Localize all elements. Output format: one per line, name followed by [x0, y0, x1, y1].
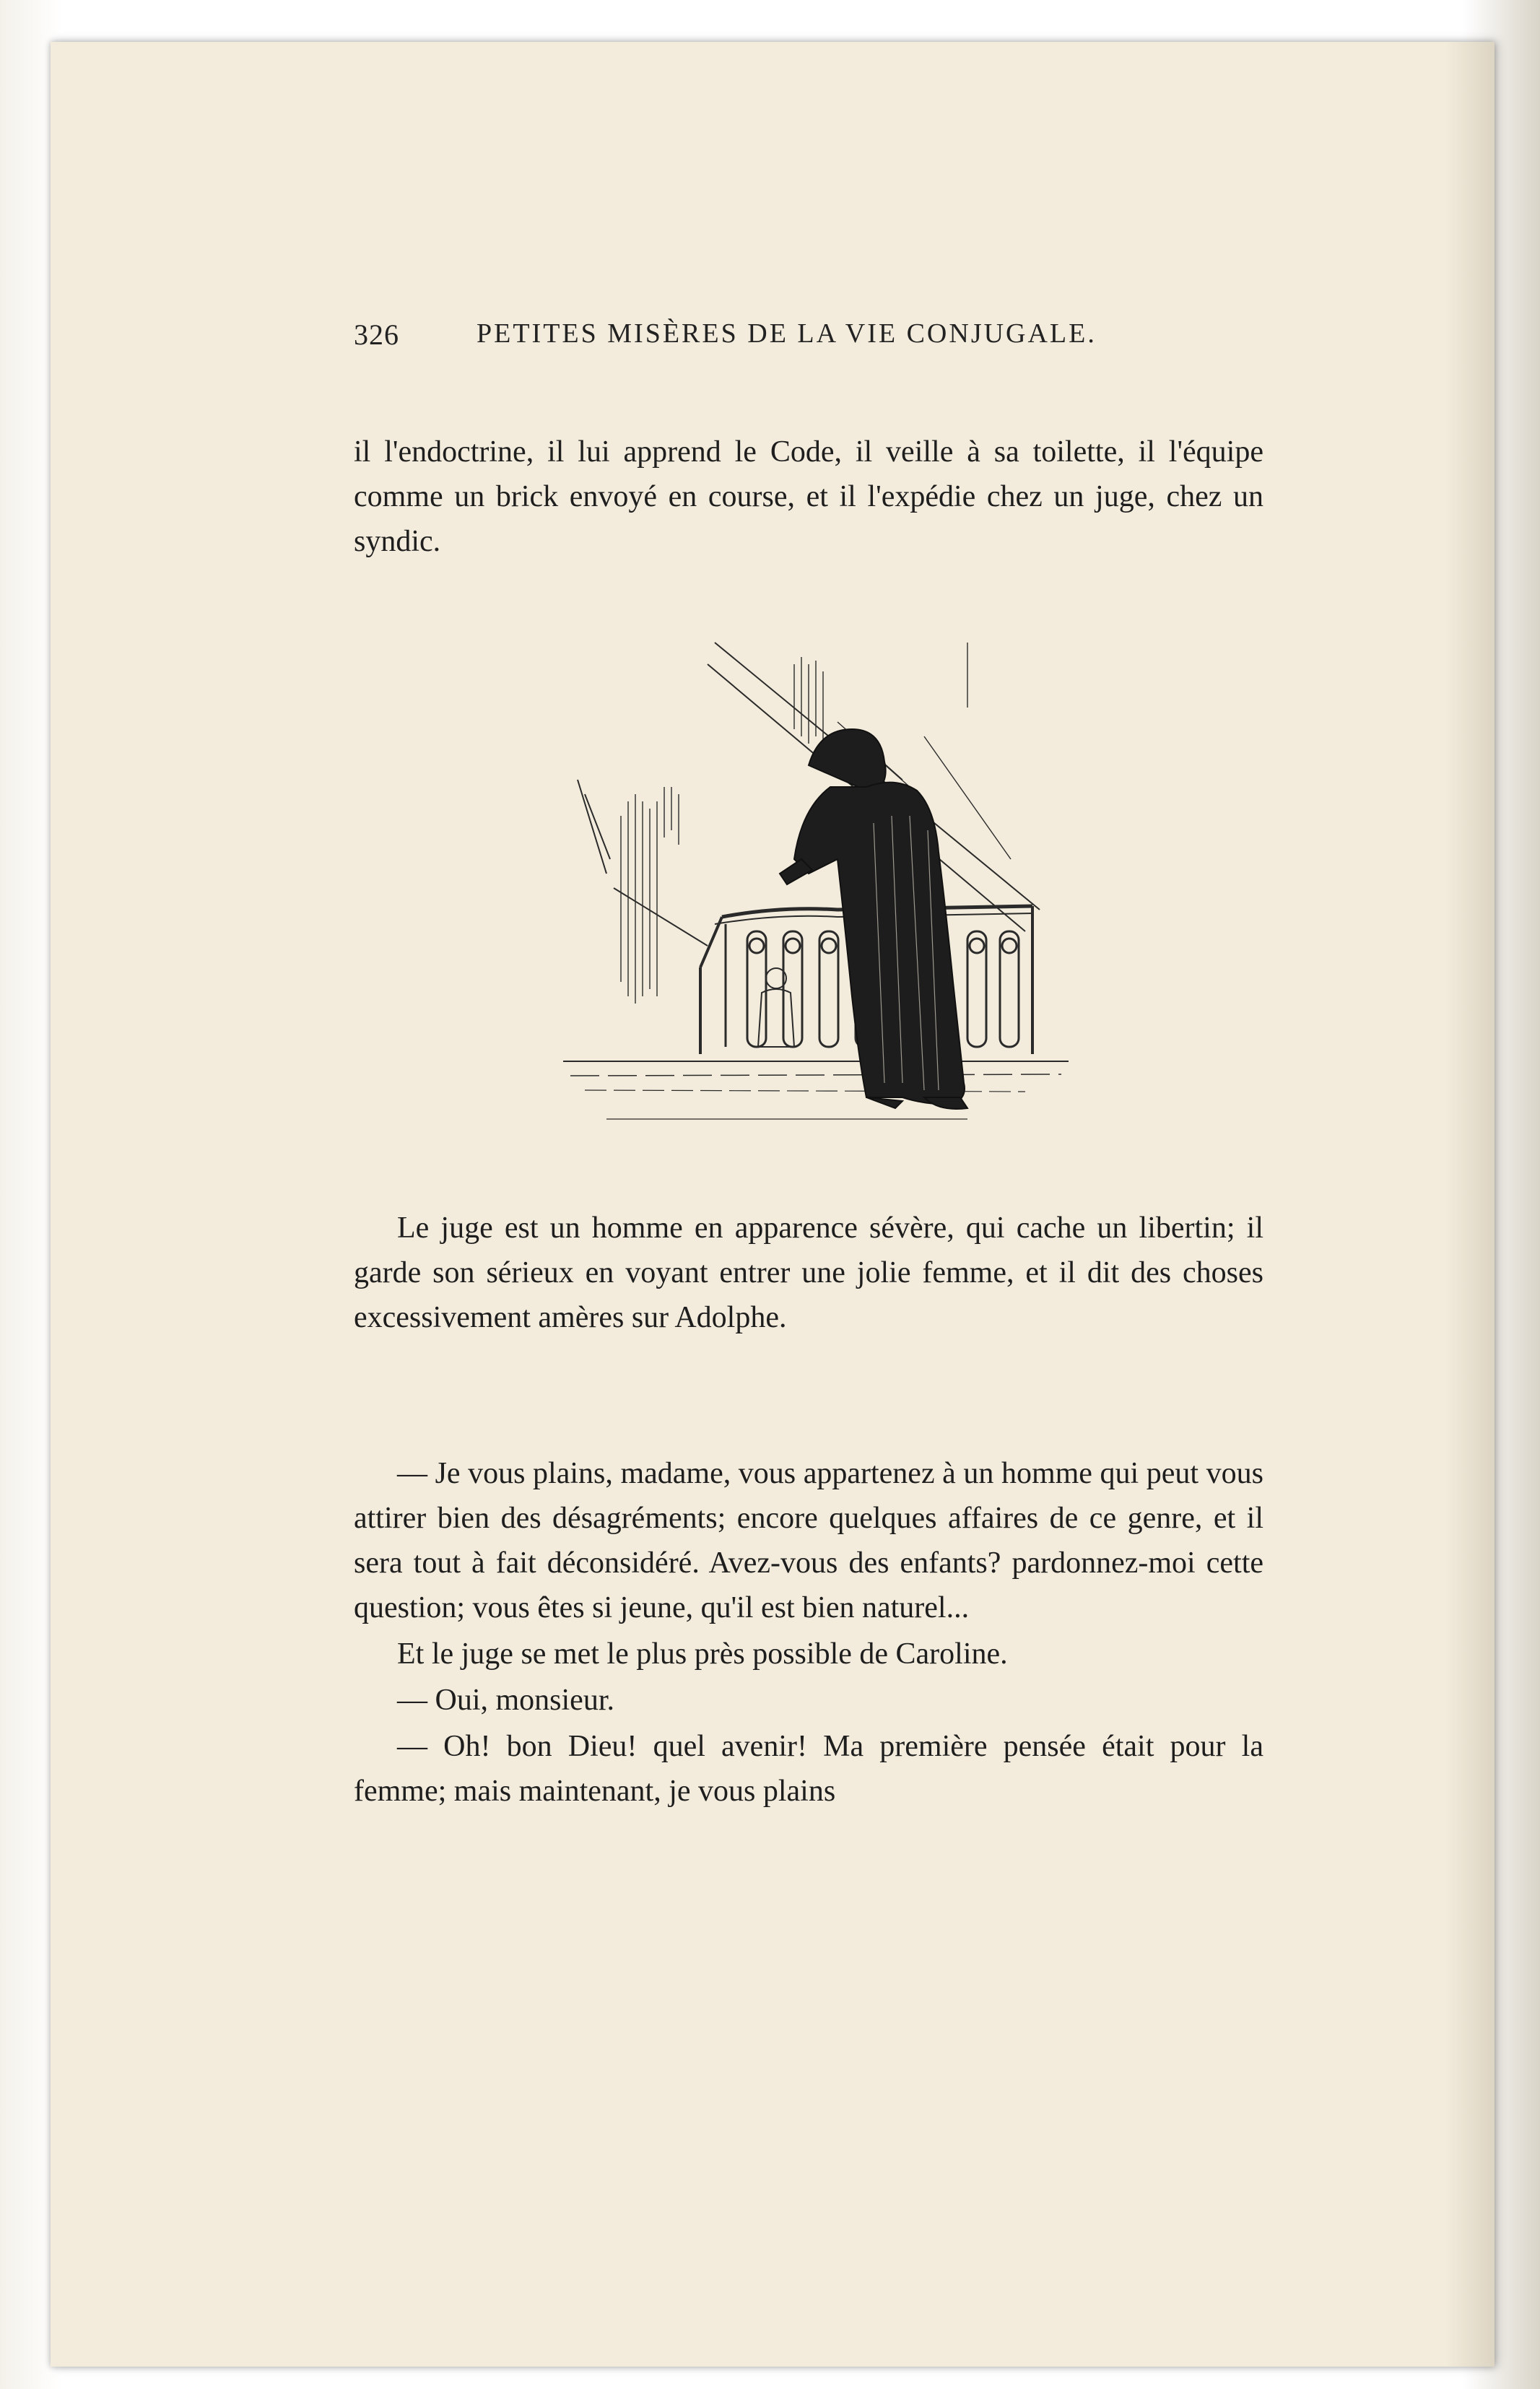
page-number: 326 [354, 318, 399, 351]
book-page [51, 42, 1495, 2367]
engraving-man-at-staircase-icon [563, 621, 1112, 1184]
paragraph: — Je vous plains, madame, vous appartenez à un homme qui peut vous attirer bien des désagréments; encore quelques affaires de ce genre, et il sera tout à fait déconsidéré. Avez-vous des enfants? pardonnez-moi cette question; vous êtes si jeune, qu'il est bien naturel... [354, 1457, 1263, 1624]
running-title: PETITES MISÈRES DE LA VIE CONJUGALE. [477, 318, 1097, 349]
paragraph: il l'endoctrine, il lui apprend le Code, il veille à sa toilette, il l'équipe comme un brick envoyé en course, et il l'expédie chez un juge, chez un syndic. [354, 435, 1263, 558]
text-block-middle [354, 1206, 1263, 1340]
paragraph: — Oh! bon Dieu! quel avenir! Ma première pensée était pour la femme; mais maintenant, je vous plains [354, 1730, 1263, 1808]
paragraph: — Oui, monsieur. [397, 1684, 614, 1717]
illustration-svg [563, 621, 1112, 1184]
paragraph: Le juge est un homme en apparence sévère, qui cache un libertin; il garde son sérieux en voyant entrer une jolie femme, et il dit des choses excessivement amères sur Adolphe. [354, 1211, 1263, 1334]
running-header [354, 318, 1148, 375]
paragraph: Et le juge se met le plus près possible de Caroline. [397, 1637, 1008, 1671]
page-edge-shadow [1444, 42, 1495, 2367]
text-block-bottom [354, 1451, 1263, 1815]
text-block-top [354, 430, 1263, 564]
